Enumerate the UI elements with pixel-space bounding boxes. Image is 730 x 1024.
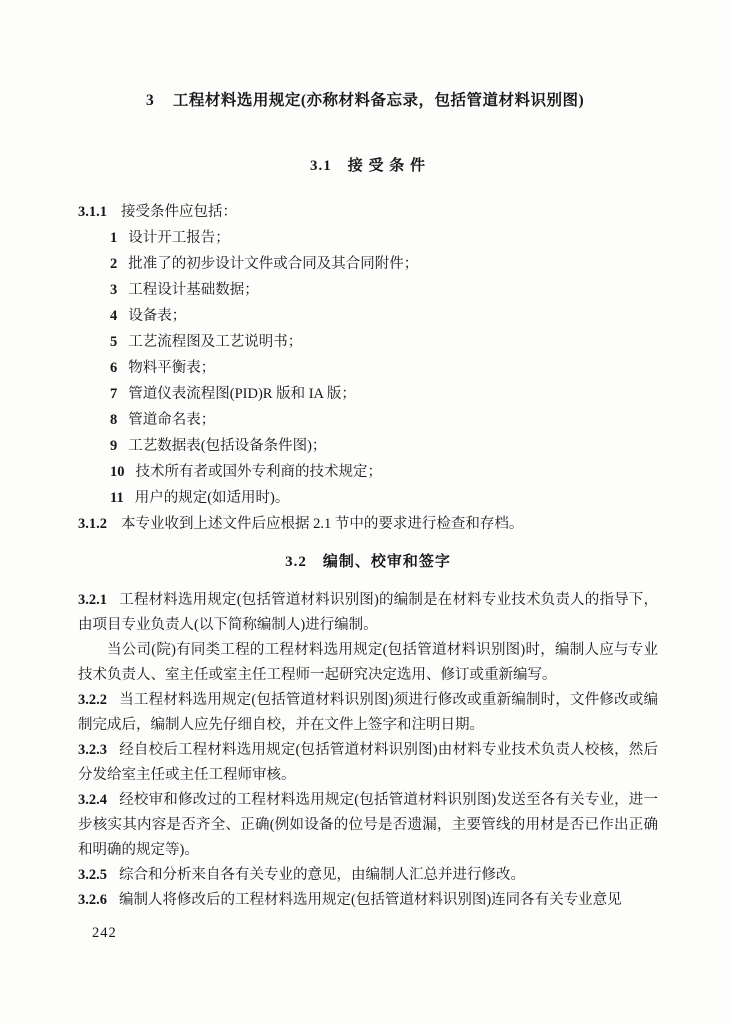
clause-number: 3.2.5 <box>78 867 107 883</box>
clause-3-2-1 <box>78 588 658 638</box>
list-item <box>110 381 658 407</box>
list-item <box>110 225 658 251</box>
list-item-text: 工程设计基础数据； <box>128 282 259 298</box>
list-item-text: 技术所有者或国外专利商的技术规定； <box>135 464 382 480</box>
chapter-number: 3 <box>146 92 155 109</box>
list-item <box>110 459 658 485</box>
list-item-text: 工艺流程图及工艺说明书； <box>128 334 303 350</box>
list-item-text: 设备表； <box>128 308 187 324</box>
section-3-1-heading: 3.1 接 受 条 件 <box>309 158 426 174</box>
list-item <box>110 277 658 303</box>
list-item-text: 设计开工报告； <box>128 230 230 246</box>
clause-3-2-2 <box>78 688 658 738</box>
clause-text: 当工程材料选用规定(包括管道材料识别图)须进行修改或重新编制时，文件修改或编制完成后，编制人应先仔细自校，并在文件上签字和注明日期。 <box>78 692 658 733</box>
clause-text: 工程材料选用规定(包括管道材料识别图)的编制是在材料专业技术负责人的指导下，由项目专业负责人(以下简称编制人)进行编制。 <box>78 592 658 633</box>
list-item-number: 11 <box>110 490 124 506</box>
list-item <box>110 407 658 433</box>
clause-number: 3.1.1 <box>78 204 107 220</box>
clause-number: 3.2.4 <box>78 792 107 808</box>
acceptance-item-list <box>78 225 658 511</box>
list-item-number: 7 <box>110 386 118 402</box>
list-item <box>110 485 658 511</box>
clause-text: 接受条件应包括： <box>121 204 237 220</box>
clause-number: 3.2.3 <box>78 742 107 758</box>
list-item-number: 4 <box>110 308 118 324</box>
clause-3-2-6 <box>78 888 658 913</box>
clause-number: 3.2.2 <box>78 692 107 708</box>
section-3-2-heading: 3.2 编制、校审和签字 <box>285 554 451 570</box>
chapter-title <box>146 90 658 112</box>
clause-number: 3.1.2 <box>78 516 107 532</box>
list-item-text: 物料平衡表； <box>128 360 216 376</box>
list-item-number: 1 <box>110 230 118 246</box>
clause-number: 3.2.6 <box>78 892 107 908</box>
list-item-number: 8 <box>110 412 118 428</box>
section-3-2 <box>78 552 658 913</box>
clause-text: 经自校后工程材料选用规定(包括管道材料识别图)由材料专业技术负责人校核，然后分发给室主任或主任工程师审核。 <box>78 742 658 783</box>
chapter-title-text: 工程材料选用规定(亦称材料备忘录，包括管道材料识别图) <box>172 92 585 109</box>
list-item-number: 5 <box>110 334 118 350</box>
list-item-text: 批准了的初步设计文件或合同及其合同附件； <box>128 256 419 272</box>
list-item-number: 10 <box>110 464 125 480</box>
list-item-text: 工艺数据表(包括设备条件图)； <box>128 438 327 454</box>
list-item <box>110 251 658 277</box>
clause-3-2-4 <box>78 788 658 863</box>
page-number: 242 <box>92 925 117 941</box>
clause-3-2-3 <box>78 738 658 788</box>
clause-3-1-1 <box>78 199 658 225</box>
clause-3-2-5 <box>78 863 658 888</box>
list-item <box>110 433 658 459</box>
list-item-text: 管道命名表； <box>128 412 216 428</box>
page-content <box>78 90 658 942</box>
list-item <box>110 329 658 355</box>
list-item-number: 2 <box>110 256 118 272</box>
clause-text: 经校审和修改过的工程材料选用规定(包括管道材料识别图)发送至各有关专业，进一步核实其内容是否齐全、正确(例如设备的位号是否遗漏，主要管线的用材是否已作出正确和明确的规定等)。 <box>78 792 658 858</box>
list-item-text: 管道仪表流程图(PID)R 版和 IA 版； <box>128 386 356 402</box>
list-item <box>110 303 658 329</box>
section-3-1 <box>78 156 658 537</box>
list-item-text: 用户的规定(如适用时)。 <box>134 490 290 506</box>
list-item-number: 9 <box>110 438 118 454</box>
clause-3-1-2 <box>78 511 658 537</box>
clause-3-2-1-continuation: 当公司(院)有同类工程的工程材料选用规定(包括管道材料识别图)时，编制人应与专业技术负责人、室主任或室主任工程师一起研究决定选用、修订或重新编写。 <box>78 642 658 683</box>
clause-text: 编制人将修改后的工程材料选用规定(包括管道材料识别图)连同各有关专业意见 <box>119 892 622 908</box>
clause-text: 综合和分析来自各有关专业的意见，由编制人汇总并进行修改。 <box>119 867 525 883</box>
list-item <box>110 355 658 381</box>
list-item-number: 6 <box>110 360 118 376</box>
list-item-number: 3 <box>110 282 118 298</box>
clause-number: 3.2.1 <box>78 592 107 608</box>
clause-text: 本专业收到上述文件后应根据 2.1 节中的要求进行检查和存档。 <box>121 516 524 532</box>
